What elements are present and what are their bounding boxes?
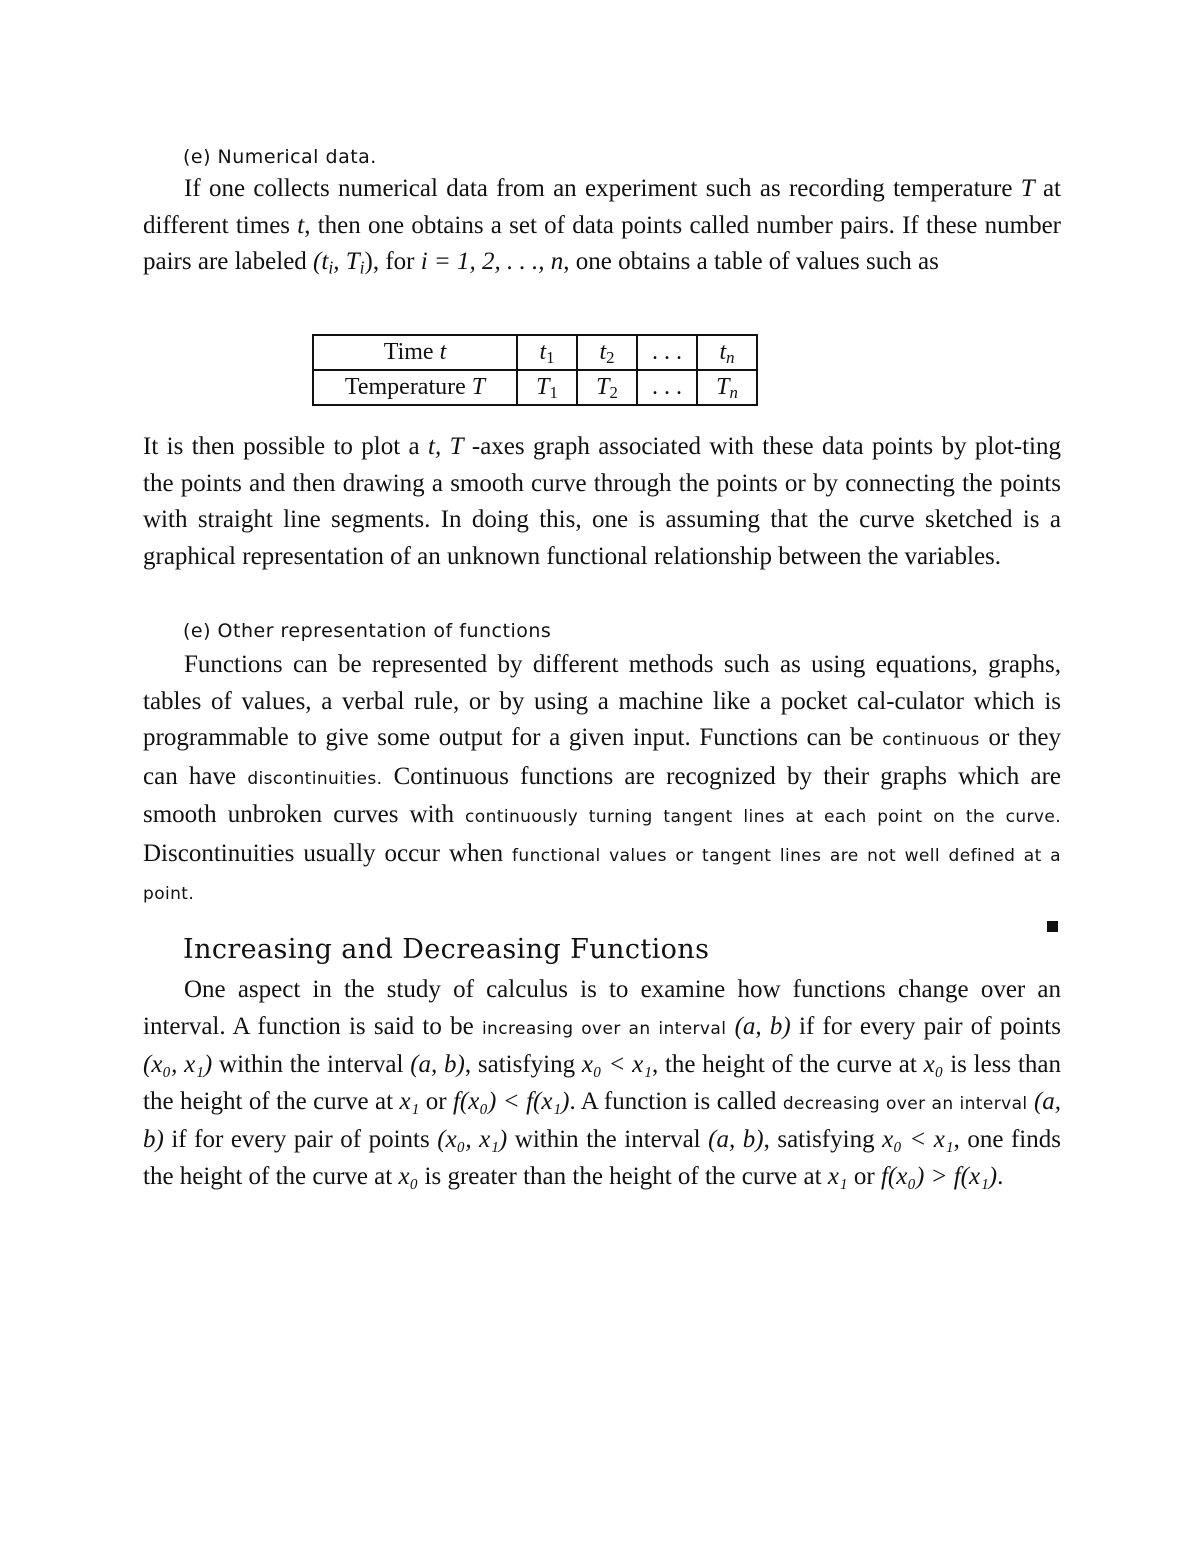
paragraph-increasing-decreasing: One aspect in the study of calculus is to examine how functions change over an interval. A function is said to be increasing over an interval (a, b) if for every pair of points (x₀, x₁) within the interval (a, b), satisfying x₀ < x₁, the height of the curve at x₀ is less than the height of the curve at x₁ or f(x₀) < f(x₁). A function is called decreasing over an interval (a, b) if for every pair of points (x₀, x₁) within the interval (a, b), satisfying x₀ < x₁, one finds the height of the curve at x₀ is greater than the height of the curve at x₁ or f(x₀) > f(x₁). (143, 976, 1062, 1190)
table-row-header: Temperature T (313, 370, 517, 405)
table-row-header: Time t (313, 335, 517, 370)
section-heading-numerical-data: (e) Numerical data. (183, 146, 377, 168)
data-table (312, 334, 758, 406)
table-row (313, 335, 757, 370)
table-cell: . . . (637, 370, 697, 405)
paragraph-numerical-data: If one collects numerical data from an experiment such as recording temperature T at different times t, then one obtains a set of data points called number pairs. If these number pairs are labeled ($t_i$, $T_i$), for i = 1, 2, . . ., n, one obtains a table of values such as (143, 175, 1061, 278)
table-cell: $t_n$ (697, 335, 757, 370)
paragraph-plotting: It is then possible to plot a t, T -axes graph associated with these data points by plot-ting the points and then drawing a smooth curve through the points or by connecting the points with straight line segments. In doing this, one is assuming that the curve sketched is a graphical representation of an unknown functional relationship between the variables. (143, 433, 1061, 570)
table-cell: $T_2$ (577, 370, 637, 405)
table-cell: $T_1$ (517, 370, 577, 405)
section-heading-increasing-decreasing: Increasing and Decreasing Functions (183, 934, 710, 965)
end-of-proof-square-icon (1047, 921, 1058, 932)
table-cell: $t_1$ (517, 335, 577, 370)
table-row (313, 370, 757, 405)
paragraph-representations: Functions can be represented by different methods such as using equations, graphs, tables of values, a verbal rule, or by using a machine like a pocket cal-culator which is programmable to give some output for a given input. Functions can be continuous or they can have discontinuities. Continuous functions are recognized by their graphs which are smooth unbroken curves with continuously turning tangent lines at each point on the curve. Discontinuities usually occur when functional values or tangent lines are not well defined at a point. (143, 651, 1062, 904)
table-cell: $T_n$ (697, 370, 757, 405)
table-cell: . . . (637, 335, 697, 370)
section-heading-other-representation: (e) Other representation of functions (183, 620, 552, 642)
table-cell: $t_2$ (577, 335, 637, 370)
